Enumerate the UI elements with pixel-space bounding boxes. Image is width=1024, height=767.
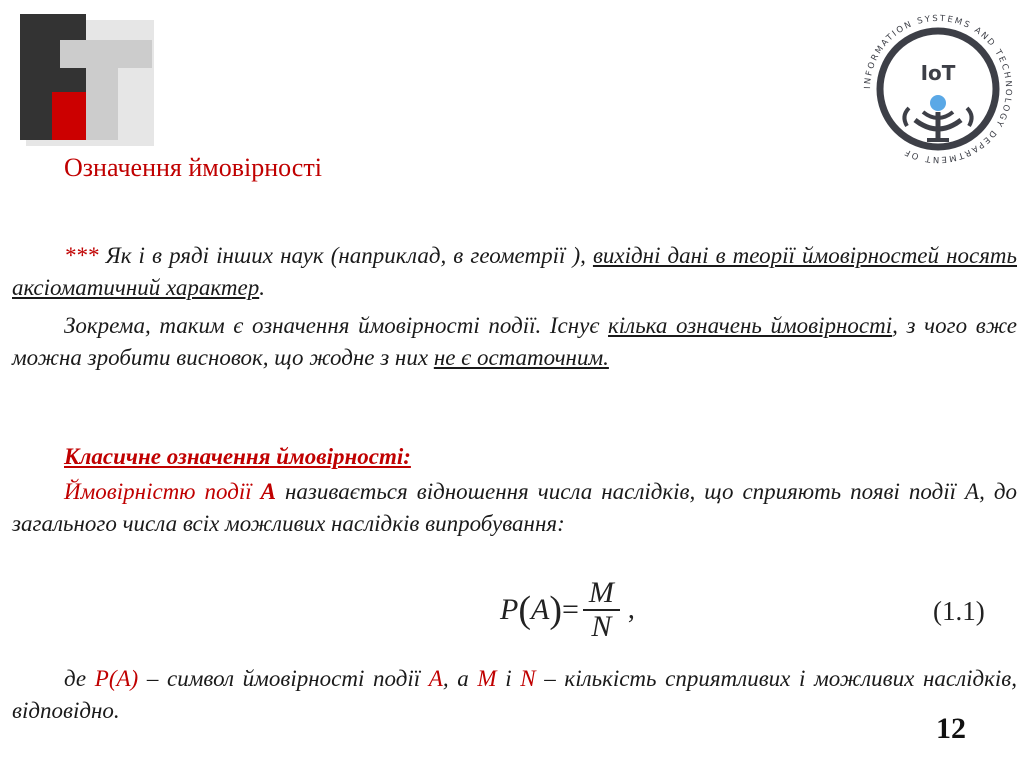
paragraph-definitions: Зокрема, таким є означення ймовірності події. Існує кілька означень ймовірності, з чого вже можна зробити висновок, що жодне з них не є остаточним. — [12, 313, 1017, 370]
formula-fraction: $\frac{M}{N}$ — [583, 577, 620, 643]
paragraph-symbol-explanation: де Р(А) – символ ймовірності події А, а М і N – кількість сприятливих і можливих наслідків, відповідно. — [12, 666, 1018, 723]
paragraph-classic-definition: Ймовірністю події А називається відношення числа наслідків, що сприяють появі події А, до загального числа всіх можливих наслідків випробування: — [12, 479, 1017, 536]
stars-marker: *** — [64, 243, 99, 268]
seal-center-text: IoT — [920, 61, 956, 85]
probability-formula: P ( A ) = $\frac{M}{N}$ , — [500, 576, 635, 643]
classic-definition-heading: Класичне означення ймовірності: — [64, 444, 411, 469]
slide-title: Означення ймовірності — [64, 153, 322, 182]
equation-number: (1.1) — [933, 596, 985, 626]
seal-ring-text: INFORMATION SYSTEMS AND TECHNOLOGY DEPARTMENT OF — [862, 13, 1014, 165]
seal-dot-icon — [930, 95, 946, 111]
underlined-statement: вихідні дані в теорії ймовірностей носять аксіоматичний характер — [12, 243, 1017, 300]
page-number: 12 — [936, 712, 966, 745]
department-logo — [20, 14, 154, 146]
paragraph-axiomatic: *** Як і в ряді інших наук (наприклад, в геометрії ), вихідні дані в теорії ймовірностей носять аксіоматичний характер. — [12, 243, 1017, 300]
iot-department-seal — [857, 8, 1019, 170]
